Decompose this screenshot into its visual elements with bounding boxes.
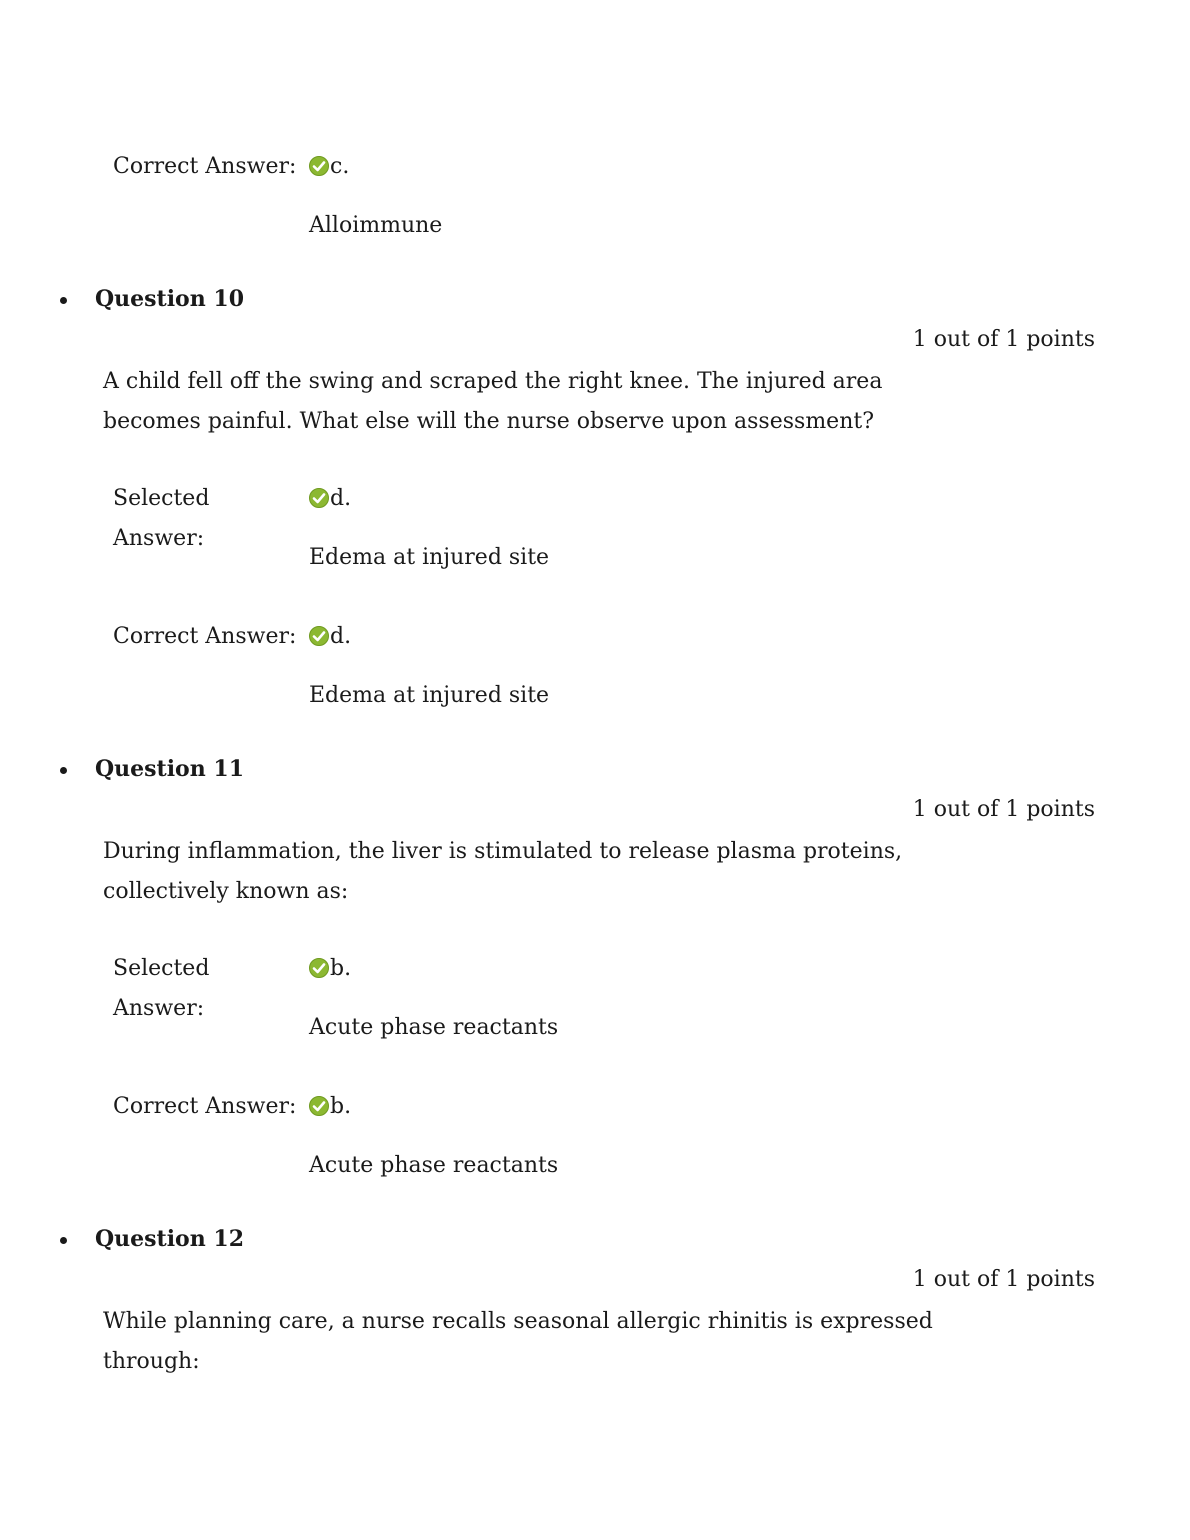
selected-answer-option <box>309 956 351 981</box>
question-text: During inflammation, the liver is stimulated to release plasma proteins, collectively known as: <box>103 839 903 904</box>
question-points: 1 out of 1 points <box>912 327 1095 352</box>
correct-answer-letter: c. <box>330 154 350 179</box>
check-circle-icon <box>309 958 329 978</box>
list-bullet <box>60 297 67 304</box>
correct-answer-text: Alloimmune <box>309 213 443 238</box>
selected-answer-option <box>309 486 351 511</box>
selected-answer-text: Edema at injured site <box>309 545 550 570</box>
correct-answer-text: Acute phase reactants <box>309 1153 559 1178</box>
correct-answer-label: Correct Answer: <box>113 1094 297 1119</box>
question-text: While planning care, a nurse recalls seasonal allergic rhinitis is expressed through: <box>103 1309 933 1374</box>
check-circle-icon <box>309 156 329 176</box>
check-circle-icon <box>309 1096 329 1116</box>
list-bullet <box>60 1237 67 1244</box>
correct-answer-letter: b. <box>330 1094 352 1119</box>
question-points: 1 out of 1 points <box>912 1267 1095 1292</box>
check-circle-icon <box>309 626 329 646</box>
selected-answer-text: Acute phase reactants <box>309 1015 559 1040</box>
question-title: Question 11 <box>95 756 245 782</box>
correct-answer-option <box>309 154 349 179</box>
correct-answer-text: Edema at injured site <box>309 683 550 708</box>
question-title: Question 12 <box>95 1226 245 1252</box>
selected-answer-label: Selected Answer: <box>113 486 210 551</box>
question-text: A child fell off the swing and scraped the right knee. The injured area becomes painful. What else will the nurse observe upon assessment? <box>103 369 883 434</box>
selected-answer-letter: d. <box>330 486 352 511</box>
correct-answer-label: Correct Answer: <box>113 624 297 649</box>
check-circle-icon <box>309 488 329 508</box>
question-title: Question 10 <box>95 286 245 312</box>
correct-answer-letter: d. <box>330 624 352 649</box>
correct-answer-label: Correct Answer: <box>113 154 297 179</box>
correct-answer-option <box>309 1094 351 1119</box>
correct-answer-option <box>309 624 351 649</box>
selected-answer-label: Selected Answer: <box>113 956 210 1021</box>
selected-answer-letter: b. <box>330 956 352 981</box>
question-points: 1 out of 1 points <box>912 797 1095 822</box>
list-bullet <box>60 767 67 774</box>
